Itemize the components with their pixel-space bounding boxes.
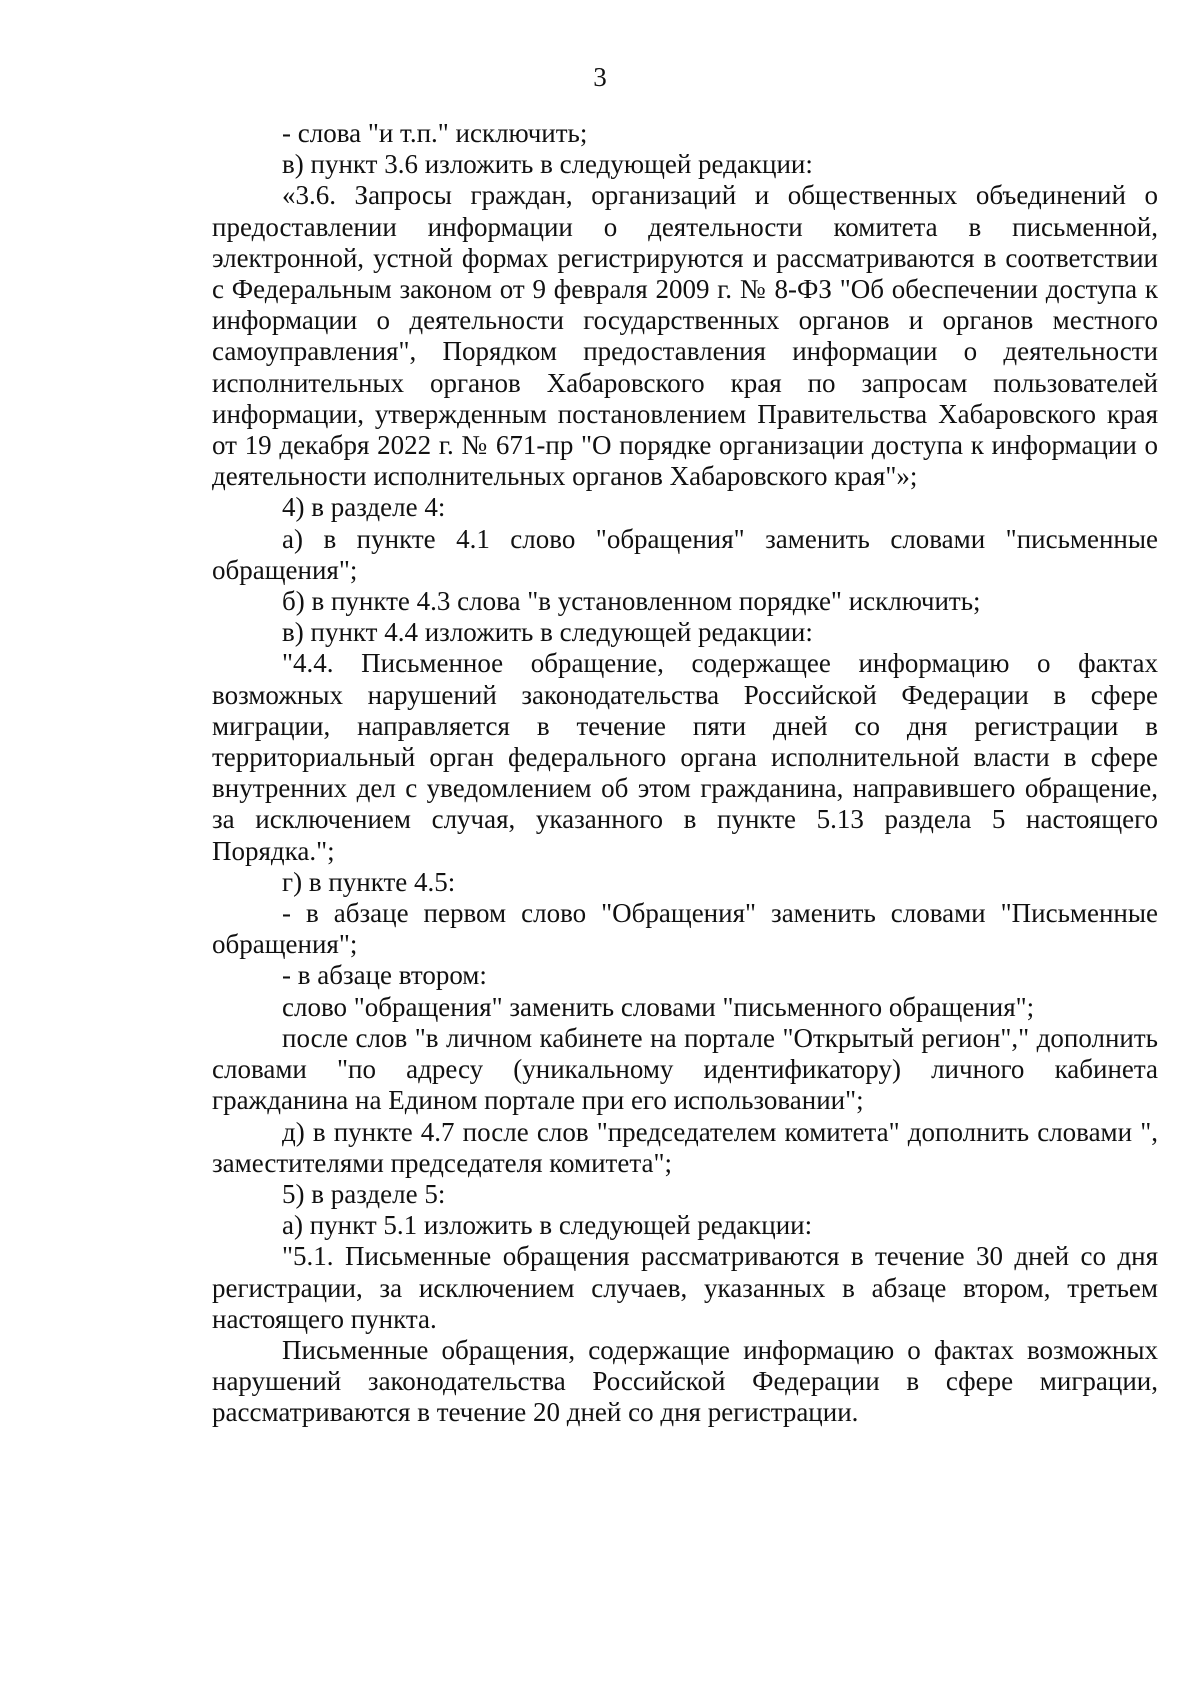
paragraph: 4) в разделе 4: xyxy=(282,492,446,523)
paragraph: в) пункт 4.4 изложить в следующей редакции: xyxy=(282,617,813,648)
paragraph: - слова "и т.п." исключить; xyxy=(282,118,588,148)
paragraph: б) в пункте 4.3 слова "в установленном порядке" исключить; xyxy=(282,586,981,617)
paragraph: "4.4. Письменное обращение, содержащее информацию о фактах возможных нарушений законодательства Российской Федерации в сфере миграции, направляется в течение пяти дней со дня регистрации в территориальный орган федерального органа исполнительной власти в сфере внутренних дел с уведомлением об этом гражданина, направившего обращение, за исключением случая, указанного в пункте 5.13 раздела 5 настоящего Порядка."; xyxy=(212,648,1158,866)
page-number: 3 xyxy=(593,62,607,92)
paragraph: слово "обращения" заменить словами "письменного обращения"; xyxy=(282,991,1035,1022)
paragraph: "5.1. Письменные обращения рассматриваются в течение 30 дней со дня регистрации, за исключением случаев, указанных в абзаце втором, третьем настоящего пункта. xyxy=(212,1241,1158,1334)
paragraph: Письменные обращения, содержащие информацию о фактах возможных нарушений законодательства Российской Федерации в сфере миграции, рассматриваются в течение 20 дней со дня регистрации. xyxy=(212,1334,1158,1428)
paragraph: после слов "в личном кабинете на портале "Открытый регион"," дополнить словами "по адресу (уникальному идентификатору) личного кабинета гражданина на Едином портале при его использовании"; xyxy=(212,1022,1158,1116)
paragraph: г) в пункте 4.5: xyxy=(282,866,456,897)
paragraph: д) в пункте 4.7 после слов "председателем комитета" дополнить словами ", заместителями председателя комитета"; xyxy=(212,1116,1158,1178)
document-body xyxy=(212,118,1158,1429)
paragraph: «3.6. Запросы граждан, организаций и общественных объединений о предоставлении информации о деятельности комитета в письменной, электронной, устной формах регистрируются и рассматриваются в соответствии с Федеральным законом от 9 февраля 2009 г. № 8-ФЗ "Об обеспечении доступа к информации о деятельности государственных органов и органов местного самоуправления", Порядком предоставления информации о деятельности исполнительных органов Хабаровского края по запросам пользователей информации, утвержденным постановлением Правительства Хабаровского края от 19 декабря 2022 г. № 671-пр "О порядке организации доступа к информации о деятельности исполнительных органов Хабаровского края"»; xyxy=(212,180,1158,492)
paragraph: а) в пункте 4.1 слово "обращения" заменить словами "письменные обращения"; xyxy=(212,523,1158,585)
paragraph: в) пункт 3.6 изложить в следующей редакции: xyxy=(282,149,813,180)
paragraph: а) пункт 5.1 изложить в следующей редакции: xyxy=(282,1210,813,1241)
paragraph: 5) в разделе 5: xyxy=(282,1178,446,1209)
paragraph: - в абзаце первом слово "Обращения" заменить словами "Письменные обращения"; xyxy=(212,898,1158,960)
paragraph: - в абзаце втором: xyxy=(282,960,487,991)
